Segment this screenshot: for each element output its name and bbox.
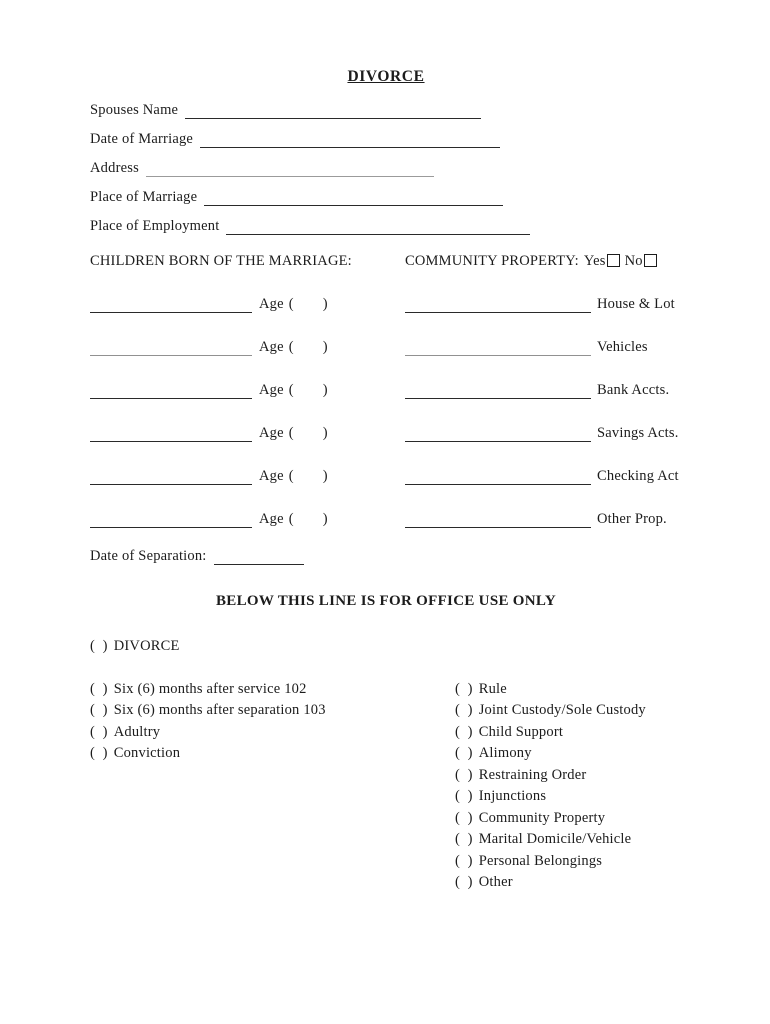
date-of-marriage-input[interactable] — [200, 135, 500, 148]
office-use-heading: BELOW THIS LINE IS FOR OFFICE USE ONLY — [216, 593, 556, 609]
checkbox-item-label: Community Property — [478, 809, 606, 826]
checkbox-item-community-property[interactable] — [455, 811, 682, 826]
checkbox-marker: ( ) — [455, 745, 473, 761]
address-label: Address — [90, 160, 139, 176]
field-date-of-separation — [90, 550, 682, 565]
checkbox-item-label: Injunctions — [478, 788, 547, 804]
page-title: DIVORCE — [347, 68, 425, 85]
checkbox-item-custody[interactable] — [455, 703, 682, 718]
property-item-label: Bank Accts. — [597, 382, 670, 398]
checkbox-marker: ( ) — [455, 874, 473, 890]
other-prop-input[interactable] — [405, 515, 591, 528]
property-item-label: Vehicles — [597, 339, 648, 355]
office-use-lists — [90, 682, 682, 890]
checkbox-marker: ( ) — [455, 788, 473, 804]
checkbox-item-other[interactable] — [455, 875, 682, 890]
office-right-list — [455, 682, 682, 890]
children-section-heading: CHILDREN BORN OF THE MARRIAGE: — [90, 253, 352, 269]
checkbox-marker: ( ) — [90, 702, 108, 718]
place-of-marriage-input[interactable] — [204, 193, 503, 206]
checkbox-marker: ( ) — [455, 852, 473, 869]
checkbox-item-injunctions[interactable] — [455, 789, 682, 804]
field-place-of-employment — [90, 220, 682, 235]
spouses-name-input[interactable] — [185, 106, 481, 119]
paren-open: ( — [288, 339, 294, 355]
field-date-of-marriage — [90, 133, 682, 148]
checkbox-marker: ( ) — [90, 680, 108, 697]
checkbox-item-divorce[interactable] — [90, 639, 682, 654]
section-headings-row — [90, 253, 682, 270]
date-of-separation-input[interactable] — [214, 552, 304, 565]
checkbox-item-label: DIVORCE — [113, 638, 180, 654]
field-spouses-name — [90, 104, 682, 119]
checkbox-item-restraining-order[interactable] — [455, 768, 682, 783]
place-of-employment-label: Place of Employment — [90, 218, 220, 234]
child-property-row-5 — [90, 470, 682, 485]
property-section-heading: COMMUNITY PROPERTY: — [405, 253, 579, 269]
age-label: Age — [259, 382, 284, 398]
checkbox-item-label: Adultry — [113, 723, 161, 740]
checkbox-item-label: Alimony — [478, 745, 532, 761]
child-property-row-2 — [90, 341, 682, 356]
checkbox-item-label: Other — [478, 874, 513, 890]
paren-close: ) — [322, 468, 328, 484]
paren-close: ) — [322, 296, 328, 312]
paren-open: ( — [288, 296, 294, 312]
paren-open: ( — [288, 468, 294, 484]
field-address — [90, 162, 682, 177]
checking-act-input[interactable] — [405, 472, 591, 485]
date-of-separation-label: Date of Separation: — [90, 548, 207, 564]
child-property-row-1 — [90, 298, 682, 313]
checkbox-item-label: Rule — [478, 680, 507, 697]
checkbox-item-separation-103[interactable] — [90, 703, 455, 718]
checkbox-item-label: Restraining Order — [478, 766, 587, 783]
no-label: No — [624, 253, 643, 269]
age-label: Age — [259, 425, 284, 441]
vehicles-input[interactable] — [405, 343, 591, 356]
house-lot-input[interactable] — [405, 300, 591, 313]
child-name-input[interactable] — [90, 429, 252, 442]
bank-accts-input[interactable] — [405, 386, 591, 399]
checkbox-marker: ( ) — [455, 766, 473, 783]
checkbox-item-conviction[interactable] — [90, 746, 455, 761]
property-item-label: Checking Act — [597, 468, 679, 484]
checkbox-item-label: Child Support — [478, 723, 564, 740]
checkbox-marker: ( ) — [455, 831, 473, 847]
checkbox-item-label: Joint Custody/Sole Custody — [478, 702, 646, 718]
checkbox-marker: ( ) — [455, 809, 473, 826]
savings-acts-input[interactable] — [405, 429, 591, 442]
child-name-input[interactable] — [90, 515, 252, 528]
checkbox-marker: ( ) — [90, 723, 108, 740]
checkbox-item-label: Six (6) months after separation 103 — [113, 702, 326, 718]
date-of-marriage-label: Date of Marriage — [90, 131, 194, 147]
checkbox-marker: ( ) — [455, 723, 473, 740]
checkbox-marker: ( ) — [90, 638, 108, 654]
property-item-label: Savings Acts. — [597, 425, 679, 441]
age-label: Age — [259, 339, 284, 355]
checkbox-marker: ( ) — [455, 702, 473, 718]
paren-close: ) — [322, 339, 328, 355]
place-of-marriage-label: Place of Marriage — [90, 189, 198, 205]
checkbox-item-service-102[interactable] — [90, 682, 455, 697]
checkbox-marker: ( ) — [455, 680, 473, 697]
child-name-input[interactable] — [90, 472, 252, 485]
child-name-input[interactable] — [90, 386, 252, 399]
checkbox-marker: ( ) — [90, 745, 108, 761]
paren-close: ) — [322, 511, 328, 527]
child-property-row-6 — [90, 513, 682, 528]
header-fields — [90, 104, 682, 235]
child-name-input[interactable] — [90, 300, 252, 313]
checkbox-item-label: Conviction — [113, 745, 181, 761]
child-property-row-3 — [90, 384, 682, 399]
spouses-name-label: Spouses Name — [90, 102, 179, 118]
age-label: Age — [259, 296, 284, 312]
child-property-row-4 — [90, 427, 682, 442]
address-input[interactable] — [146, 164, 434, 177]
office-left-list — [90, 682, 455, 890]
checkbox-item-child-support[interactable] — [455, 725, 682, 740]
paren-open: ( — [288, 382, 294, 398]
checkbox-item-label: Personal Belongings — [478, 852, 603, 869]
checkbox-item-label: Marital Domicile/Vehicle — [478, 831, 632, 847]
field-place-of-marriage — [90, 191, 682, 206]
paren-close: ) — [322, 425, 328, 441]
place-of-employment-input[interactable] — [226, 222, 530, 235]
checkbox-item-personal-belongings[interactable] — [455, 854, 682, 869]
no-checkbox[interactable] — [644, 254, 657, 267]
checkbox-item-rule[interactable] — [455, 682, 682, 697]
property-item-label: Other Prop. — [597, 511, 667, 527]
paren-open: ( — [288, 425, 294, 441]
yes-checkbox[interactable] — [607, 254, 620, 267]
property-item-label: House & Lot — [597, 296, 675, 312]
checkbox-item-marital-domicile[interactable] — [455, 832, 682, 847]
yes-label: Yes — [583, 253, 606, 269]
checkbox-item-adultry[interactable] — [90, 725, 455, 740]
checkbox-item-alimony[interactable] — [455, 746, 682, 761]
checkbox-item-label: Six (6) months after service 102 — [113, 680, 307, 697]
child-name-input[interactable] — [90, 343, 252, 356]
paren-close: ) — [322, 382, 328, 398]
age-label: Age — [259, 468, 284, 484]
age-label: Age — [259, 511, 284, 527]
paren-open: ( — [288, 511, 294, 527]
